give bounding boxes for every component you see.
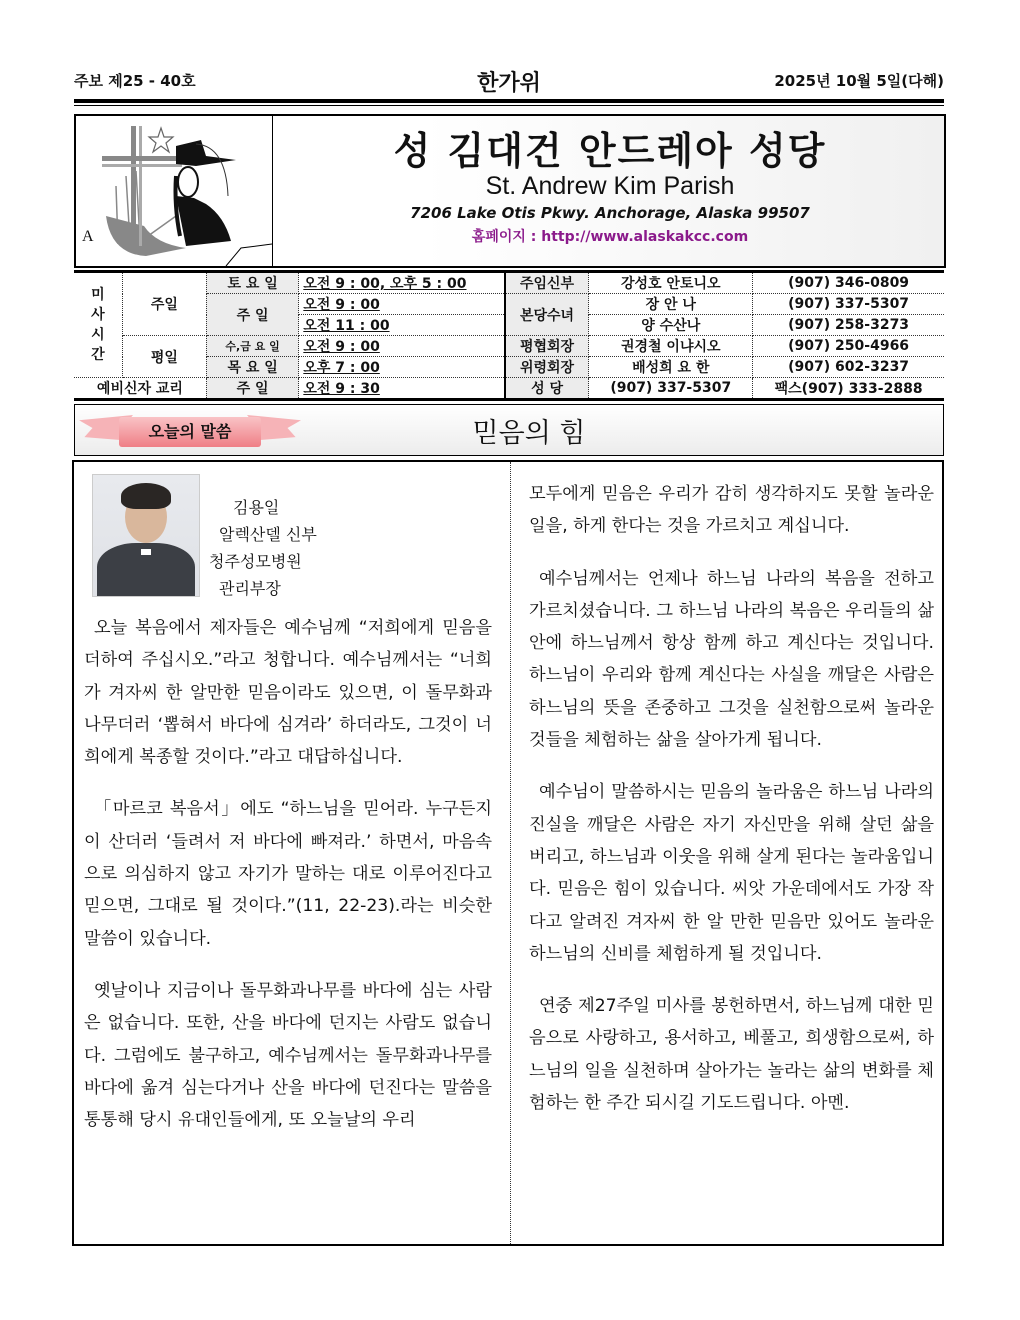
contact-role: 본당수녀 <box>505 294 589 336</box>
issue-number: 주보 제25 - 40호 <box>74 72 196 90</box>
contact-name: 배성희 요 한 <box>589 357 753 378</box>
homily-article <box>72 460 944 1246</box>
contact-name: 장 안 나 <box>589 294 753 315</box>
bulletin-title: 한가위 <box>477 71 541 96</box>
cross-saint-logo-icon <box>76 116 272 266</box>
sunday-label: 주일 <box>122 272 206 336</box>
logo-letter: A <box>82 228 94 245</box>
contact-name: 강성호 안토니오 <box>589 272 753 294</box>
author-title: 알렉산델 신부 <box>219 525 317 544</box>
mass-day: 주 일 <box>206 378 298 400</box>
header-rule-thin <box>74 105 944 106</box>
contact-phone: (907) 250-4966 <box>753 336 944 357</box>
bulletin-header <box>74 66 944 96</box>
contact-role: 성 당 <box>505 378 589 400</box>
mass-times-contacts-table <box>74 270 944 401</box>
mass-time: 오전 9 : 00 <box>299 294 505 315</box>
contact-phone: (907) 602-3237 <box>753 357 944 378</box>
author-block <box>84 462 492 612</box>
mass-day: 목 요 일 <box>206 357 298 378</box>
contact-phone: (907) 258-3273 <box>753 315 944 336</box>
parish-masthead <box>74 114 946 268</box>
mass-day: 토 요 일 <box>206 272 298 294</box>
mass-time: 오전 9 : 00, 오후 5 : 00 <box>299 272 505 294</box>
parish-english-name: St. Andrew Kim Parish <box>485 172 735 200</box>
contact-phone: 팩스(907) 333-2888 <box>753 378 944 400</box>
article-paragraph: 오늘 복음에서 제자들은 예수님께 “저희에게 믿음을 더하여 주십시오.”라고 청합니다. 예수님께서는 “너희가 겨자씨 한 알만한 믿음이라도 있으면, 이 돌무화과 나무더러 ‘뽑혀서 바다에 심겨라’ 하더라도, 그것이 너희에게 복종할 것이다.”라고 대답하십니다. <box>84 618 492 768</box>
mass-time: 오후 7 : 00 <box>299 357 505 378</box>
mass-day: 수,금 요 일 <box>206 336 298 357</box>
mass-times-label: 미 사 시 간 <box>74 272 122 378</box>
column-divider <box>510 462 511 1244</box>
mass-time: 오전 9 : 00 <box>299 336 505 357</box>
ribbon-label: 오늘의 말씀 <box>119 417 261 447</box>
article-left-column <box>84 462 492 1156</box>
catechumen-label: 예비신자 교리 <box>74 378 206 400</box>
article-paragraph: 예수님께서는 언제나 하느님 나라의 복음을 전하고 가르치셨습니다. 그 하느님 나라의 복음은 우리들의 삶 안에 하느님께서 항상 함께 하고 계신다는 것입니다. 하느님이 우리와 함께 계신다는 사실을 깨달은 사람은 하느님의 뜻을 존중하고 그것을 실천함으로써 놀라운 것들을 체험하는 삶을 살아가게 됩니다. <box>529 568 934 751</box>
article-paragraph: 연중 제27주일 미사를 봉헌하면서, 하느님께 대한 믿음으로 사랑하고, 용서하고, 베풀고, 희생함으로써, 하느님의 일을 실천하며 살아가는 놀라는 삶의 변화를 체험하는 한 주간 되시길 기도드립니다. 아멘. <box>529 996 934 1114</box>
todays-word-banner <box>74 404 944 456</box>
header-rule <box>74 99 944 103</box>
article-paragraph: 옛날이나 지금이나 돌무화과나무를 바다에 심는 사람은 없습니다. 또한, 산을 바다에 던지는 사람도 없습니다. 그럼에도 불구하고, 예수님께서는 돌무화과나무를 바다에 옮겨 심는다거나 산을 바다에 던진다는 말씀을 통통해 당시 유대인들에게, 또 오늘날의 우리 <box>84 980 492 1131</box>
contact-role: 주임신부 <box>505 272 589 294</box>
parish-address: 7206 Lake Otis Pkwy. Anchorage, Alaska 99507 <box>410 204 810 222</box>
mass-day: 주 일 <box>206 294 298 336</box>
contact-role: 위령회장 <box>505 357 589 378</box>
contact-name: (907) 337-5307 <box>589 378 753 400</box>
article-paragraph: 「마르코 복음서」에도 “하느님을 믿어라. 누구든지 이 산더러 ‘들려서 저 바다에 빠져라.’ 하면서, 마음속으로 의심하지 않고 자기가 말하는 대로 이루어진다고 믿으면, 그대로 될 것이다.”(11, 22-23).라는 비슷한 말씀이 있습니다. <box>84 799 492 949</box>
author-info <box>209 494 317 602</box>
parish-logo <box>76 116 273 266</box>
article-paragraph: 예수님이 말씀하시는 믿음의 놀라움은 하느님 나라의 진실을 깨달은 사람은 자기 자신만을 위해 살던 삶을 버리고, 하느님과 이웃을 위해 살게 된다는 놀라움입니다. 믿음은 힘이 있습니다. 씨앗 가운데에서도 가장 작다고 알려진 겨자씨 한 알 만한 믿음만 있어도 놀라운 하느님의 신비를 체험하게 될 것입니다. <box>529 782 934 964</box>
parish-website-link[interactable]: 홈페이지 : http://www.alaskakcc.com <box>471 229 749 245</box>
contact-phone: (907) 346-0809 <box>753 272 944 294</box>
author-org: 청주성모병원 <box>209 552 302 571</box>
parish-korean-name: 성 김대건 안드레아 성당 <box>393 129 827 173</box>
author-name: 김용일 <box>233 498 280 517</box>
article-paragraph: 모두에게 믿음은 우리가 감히 생각하지도 못할 놀라운 일을, 하게 한다는 것을 가르치고 계십니다. <box>529 484 934 537</box>
author-photo <box>92 474 200 597</box>
article-right-column <box>529 478 934 1139</box>
mass-time: 오전 11 : 00 <box>299 315 505 336</box>
weekday-label: 평일 <box>122 336 206 378</box>
contact-name: 권경철 이냐시오 <box>589 336 753 357</box>
contact-phone: (907) 337-5307 <box>753 294 944 315</box>
author-position: 관리부장 <box>219 579 281 598</box>
homily-title: 믿음의 힘 <box>472 418 586 449</box>
bulletin-date: 2025년 10월 5일(다해) <box>774 72 944 90</box>
contact-name: 양 수산나 <box>589 315 753 336</box>
contact-role: 평협회장 <box>505 336 589 357</box>
mass-time: 오전 9 : 30 <box>299 378 505 400</box>
